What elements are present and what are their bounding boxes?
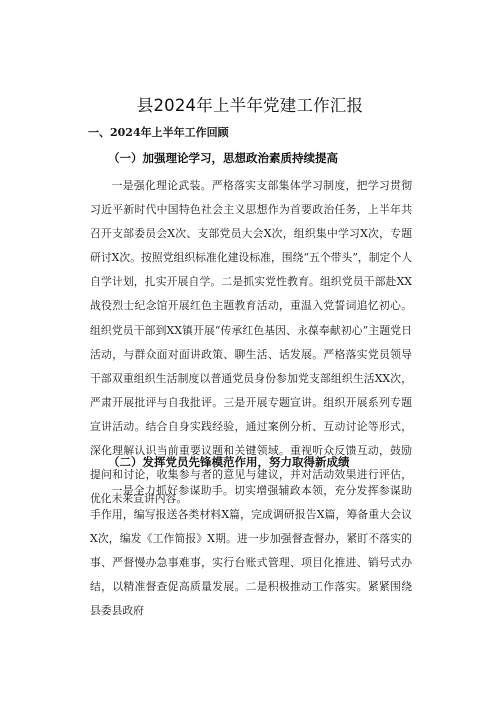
document-title: 县2024年上半年党建工作汇报 (136, 96, 364, 115)
paragraph-2: 一是全力抓好参谋助手。切实增强辅政本领，充分发挥参谋助手作用，编写报送各类材料X篇，完成调研报告X篇，筹备重大会议X次，编发《工作简报》X期。进一步加强督查督办，紧盯不落实的事、严督慢办急事难事，实行台账式管理、项目化推进、销号式办结，以精准督查促高质量发展。二是积极推动工作落实。紧紧围绕县委县政府 (90, 484, 412, 618)
subsection-heading-2: （二）发挥党员先锋模范作用，努力取得新成绩 (108, 455, 350, 469)
subsection-heading-1: （一）加强理论学习，思想政治素质持续提高 (108, 151, 338, 165)
paragraph-1: 一是强化理论武装。严格落实支部集体学习制度，把学习贯彻习近平新时代中国特色社会主义思想作为首要政治任务，上半年共召开支部委员会X次、支部党员大会X次，组织集中学习X次，专题研讨X次。按照党组织标准化建设标准，围绕“五个带头”，制定个人自学计划，扎实开展自学。二是抓实党性教育。组织党员干部赴XX战役烈士纪念馆开展红色主题教育活动，重温入党誓词追忆初心。组织党员干部到XX镇开展“传承红色基因、永葆奉献初心”主题党日活动，与群众面对面讲政策、聊生活、话发展。严格落实党员领导干部双重组织生活制度以普通党员身份参加党支部组织生活XX次，严肃开展批评与自我批评。三是开展专题宣讲。组织开展系列专题宣讲活动。结合自身实践经验，通过案例分析、互动讨论等形式，深化理解认识当前重要议题和关键领域。重视听众反馈互动，鼓励提问和讨论，收集参与者的意见与建议，并对活动效果进行评估，优化未来宣讲内容。 (90, 179, 412, 506)
section-heading: 一、2024年上半年工作回顾 (88, 126, 229, 139)
